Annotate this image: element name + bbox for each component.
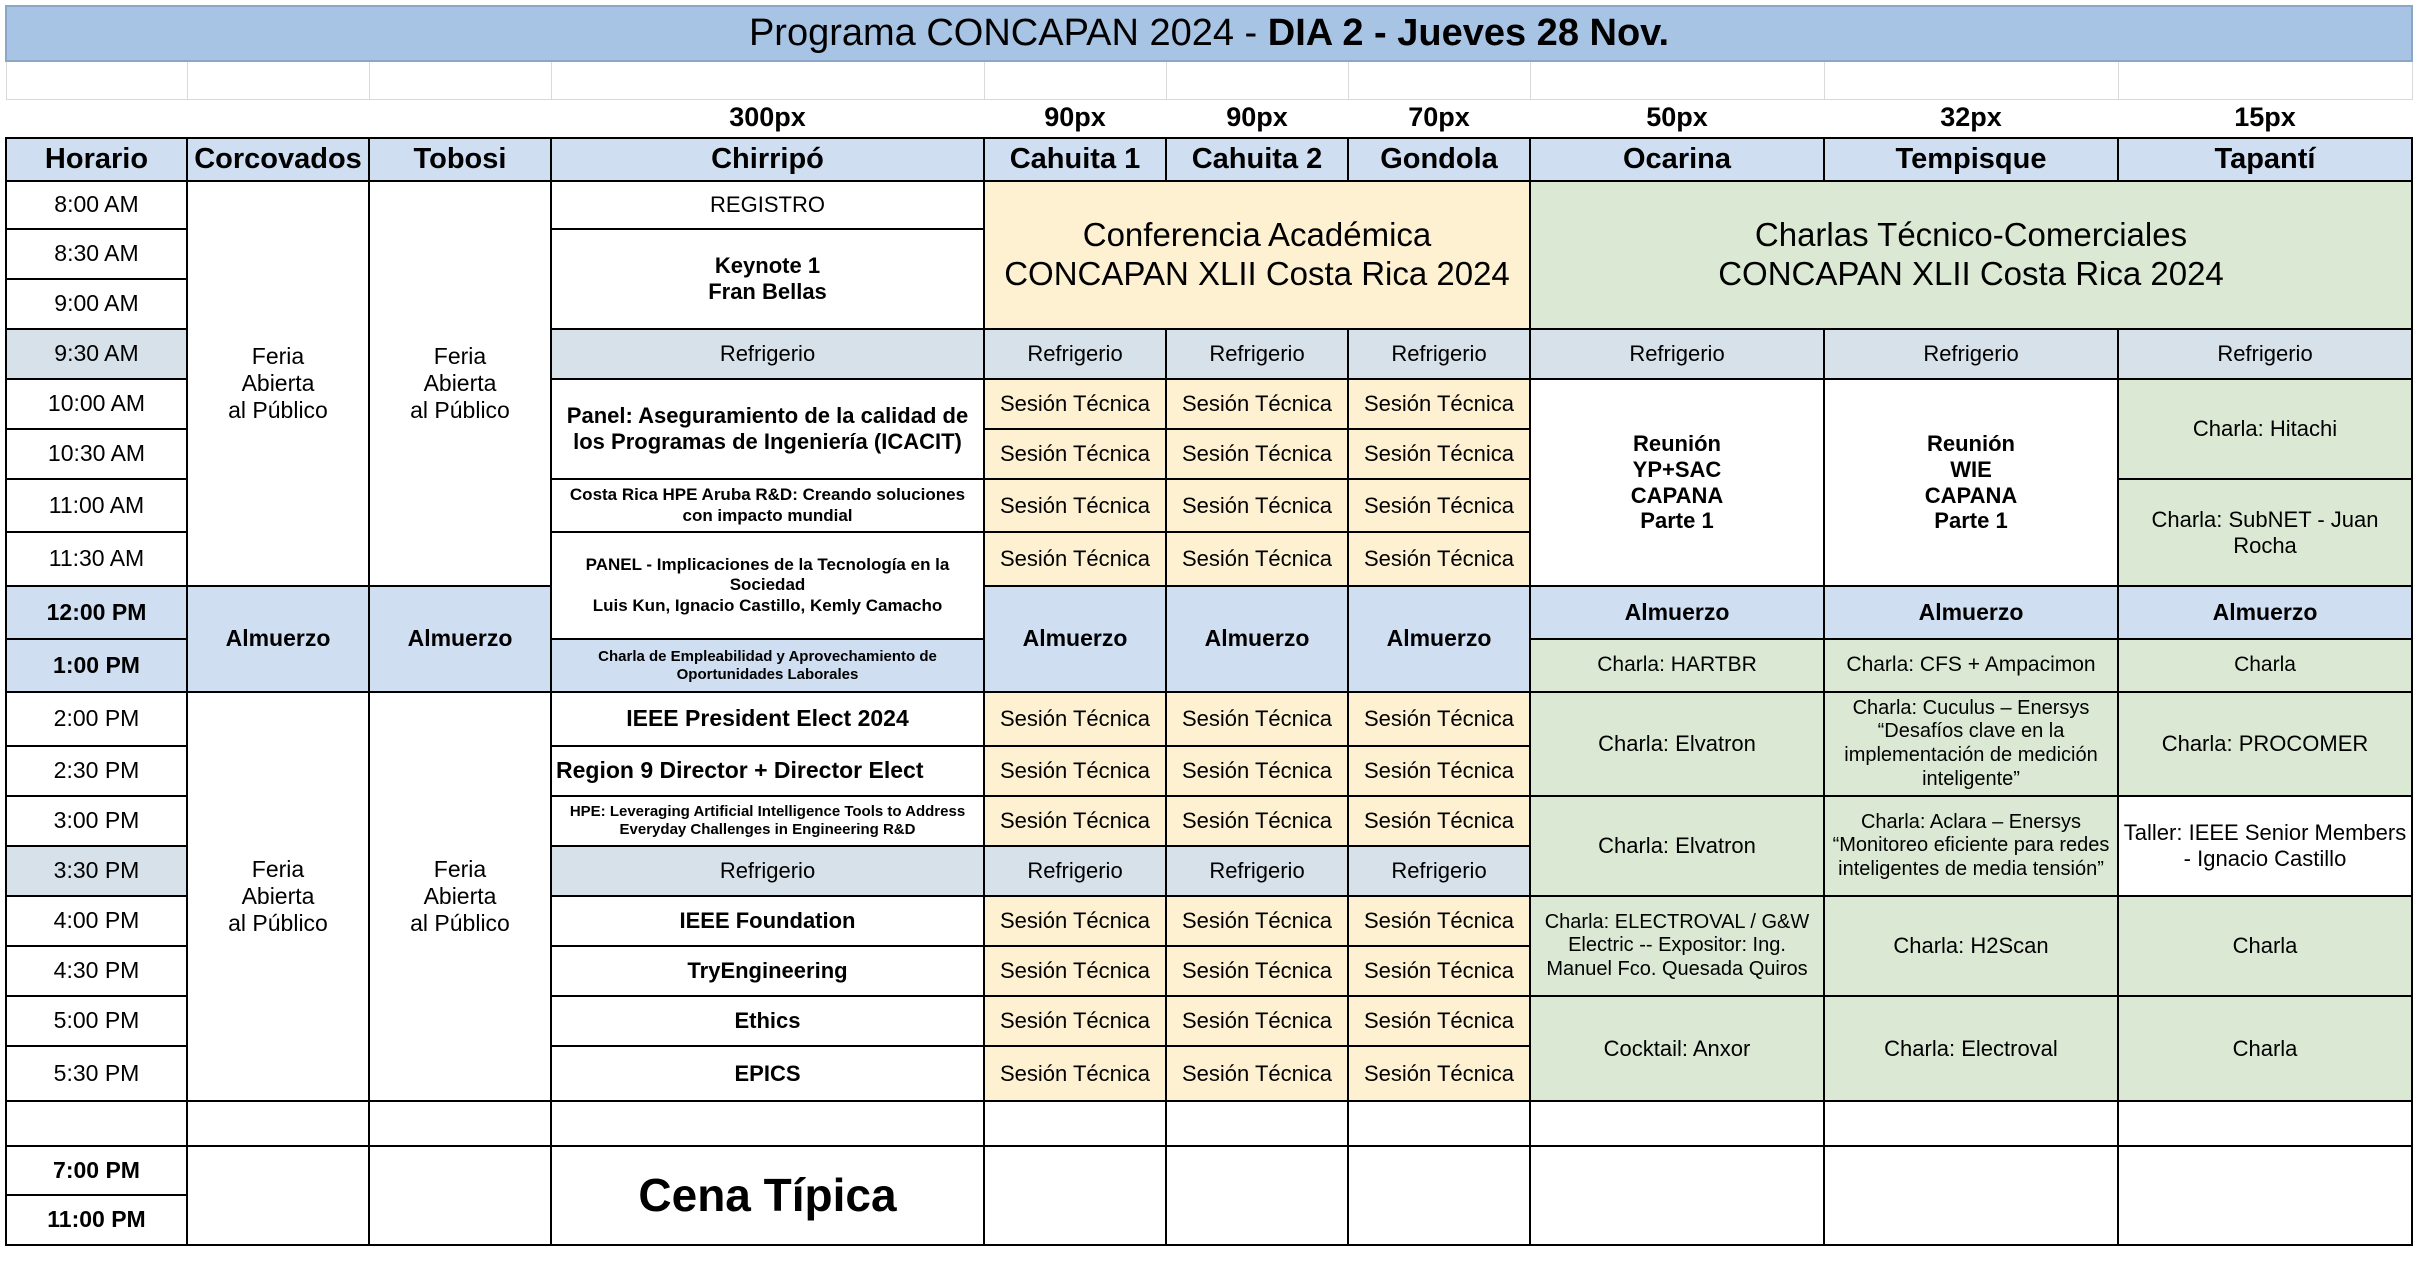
empty-cell[interactable]	[1348, 1146, 1530, 1245]
time-cell[interactable]: 9:30 AM	[6, 329, 187, 379]
gondola-sesion[interactable]: Sesión Técnica	[1348, 379, 1530, 429]
cahuita1-sesion[interactable]: Sesión Técnica	[984, 946, 1166, 996]
tempisque-reunion[interactable]: Reunión WIE CAPANA Parte 1	[1824, 379, 2118, 586]
header-gondola[interactable]: Gondola	[1348, 138, 1530, 181]
time-cell[interactable]: 11:30 AM	[6, 532, 187, 586]
width-label-ocarina: 50px	[1646, 102, 1708, 133]
gondola-sesion[interactable]: Sesión Técnica	[1348, 692, 1530, 746]
time-cell[interactable]: 5:00 PM	[6, 996, 187, 1046]
empty-cell[interactable]	[1824, 1146, 2118, 1245]
gondola-sesion[interactable]: Sesión Técnica	[1348, 996, 1530, 1046]
cahuita2-refrigerio[interactable]: Refrigerio	[1166, 329, 1348, 379]
width-label	[6, 99, 187, 138]
cahuita1-refrigerio[interactable]: Refrigerio	[984, 329, 1166, 379]
tempisque-refrigerio[interactable]: Refrigerio	[1824, 329, 2118, 379]
chirripo-keynote[interactable]: Keynote 1 Fran Bellas	[551, 229, 984, 329]
tapanti-taller[interactable]: Taller: IEEE Senior Members - Ignacio Castillo	[2118, 796, 2412, 896]
time-cell[interactable]: 4:00 PM	[6, 896, 187, 946]
time-cell[interactable]: 9:00 AM	[6, 279, 187, 329]
conferencia-academica[interactable]: Conferencia Académica CONCAPAN XLII Costa Rica 2024	[984, 181, 1530, 329]
corcovados-almuerzo[interactable]: Almuerzo	[187, 586, 369, 692]
header-tempisque[interactable]: Tempisque	[1824, 138, 2118, 181]
gondola-sesion[interactable]: Sesión Técnica	[1348, 429, 1530, 479]
empty-cell[interactable]	[1166, 1101, 1348, 1146]
cahuita2-almuerzo[interactable]: Almuerzo	[1166, 586, 1348, 692]
header-tobosi[interactable]: Tobosi	[369, 138, 551, 181]
gondola-almuerzo[interactable]: Almuerzo	[1348, 586, 1530, 692]
gondola-sesion[interactable]: Sesión Técnica	[1348, 1046, 1530, 1101]
cahuita1-sesion[interactable]: Sesión Técnica	[984, 532, 1166, 586]
empty-cell[interactable]	[187, 61, 369, 99]
empty-cell[interactable]	[984, 61, 1166, 99]
time-cell[interactable]: 5:30 PM	[6, 1046, 187, 1101]
gondola-refrigerio[interactable]: Refrigerio	[1348, 846, 1530, 896]
width-label-gondola: 70px	[1408, 102, 1470, 133]
cahuita2-sesion[interactable]: Sesión Técnica	[1166, 896, 1348, 946]
ocarina-hartbr[interactable]: Charla: HARTBR	[1530, 639, 1824, 692]
empty-cell[interactable]	[984, 1146, 1166, 1245]
time-cell[interactable]: 10:30 AM	[6, 429, 187, 479]
tempisque-aclara[interactable]: Charla: Aclara – Enersys “Monitoreo eficiente para redes inteligentes de media tensión”	[1824, 796, 2118, 896]
ocarina-electroval[interactable]: Charla: ELECTROVAL / G&W Electric -- Expositor: Ing. Manuel Fco. Quesada Quiros	[1530, 896, 1824, 996]
header-corcovados[interactable]: Corcovados	[187, 138, 369, 181]
cahuita1-sesion[interactable]: Sesión Técnica	[984, 1046, 1166, 1101]
header-cahuita1[interactable]: Cahuita 1	[984, 138, 1166, 181]
cahuita1-sesion[interactable]: Sesión Técnica	[984, 429, 1166, 479]
cahuita2-sesion[interactable]: Sesión Técnica	[1166, 796, 1348, 846]
header-tapanti[interactable]: Tapantí	[2118, 138, 2412, 181]
empty-cell[interactable]	[6, 1101, 187, 1146]
chirripo-empleabilidad[interactable]: Charla de Empleabilidad y Aprovechamiento de Oportunidades Laborales	[551, 639, 984, 692]
ocarina-cocktail[interactable]: Cocktail: Anxor	[1530, 996, 1824, 1101]
time-cell[interactable]: 2:30 PM	[6, 746, 187, 796]
tapanti-almuerzo[interactable]: Almuerzo	[2118, 586, 2412, 639]
chirripo-refrigerio[interactable]: Refrigerio	[551, 846, 984, 896]
cahuita2-sesion[interactable]: Sesión Técnica	[1166, 996, 1348, 1046]
tapanti-refrigerio[interactable]: Refrigerio	[2118, 329, 2412, 379]
time-cell[interactable]: 8:30 AM	[6, 229, 187, 279]
empty-cell[interactable]	[1166, 61, 1348, 99]
tempisque-cuculus[interactable]: Charla: Cuculus – Enersys “Desafíos clave en la implementación de medición inteligente”	[1824, 692, 2118, 796]
chirripo-foundation[interactable]: IEEE Foundation	[551, 896, 984, 946]
empty-cell[interactable]	[2118, 61, 2412, 99]
tobosi-feria-am[interactable]: Feria Abierta al Público	[369, 181, 551, 586]
width-label-tapanti: 15px	[2234, 102, 2296, 133]
cahuita2-sesion[interactable]: Sesión Técnica	[1166, 946, 1348, 996]
cahuita2-sesion[interactable]: Sesión Técnica	[1166, 479, 1348, 532]
header-ocarina[interactable]: Ocarina	[1530, 138, 1824, 181]
width-label-cahuita2: 90px	[1226, 102, 1288, 133]
cahuita2-sesion[interactable]: Sesión Técnica	[1166, 1046, 1348, 1101]
cahuita2-sesion[interactable]: Sesión Técnica	[1166, 429, 1348, 479]
ocarina-elvatron[interactable]: Charla: Elvatron	[1530, 796, 1824, 896]
chirripo-registro[interactable]: REGISTRO	[551, 181, 984, 229]
tempisque-electroval[interactable]: Charla: Electroval	[1824, 996, 2118, 1101]
time-cell[interactable]: 10:00 AM	[6, 379, 187, 429]
tapanti-hitachi[interactable]: Charla: Hitachi	[2118, 379, 2412, 479]
width-label-tempisque: 32px	[1940, 102, 2002, 133]
time-cell[interactable]: 2:00 PM	[6, 692, 187, 746]
gondola-sesion[interactable]: Sesión Técnica	[1348, 946, 1530, 996]
cahuita1-sesion[interactable]: Sesión Técnica	[984, 479, 1166, 532]
empty-cell[interactable]	[369, 1146, 551, 1245]
page-title: Programa CONCAPAN 2024 - DIA 2 - Jueves 28 Nov.	[6, 6, 2412, 61]
empty-cell[interactable]	[1824, 1101, 2118, 1146]
time-cell[interactable]: 11:00 AM	[6, 479, 187, 532]
cahuita1-sesion[interactable]: Sesión Técnica	[984, 896, 1166, 946]
gondola-sesion[interactable]: Sesión Técnica	[1348, 746, 1530, 796]
schedule-grid	[5, 5, 2413, 1246]
corcovados-feria-pm[interactable]: Feria Abierta al Público	[187, 692, 369, 1101]
tobosi-almuerzo[interactable]: Almuerzo	[369, 586, 551, 692]
cahuita2-sesion[interactable]: Sesión Técnica	[1166, 692, 1348, 746]
cahuita2-sesion[interactable]: Sesión Técnica	[1166, 746, 1348, 796]
cahuita1-sesion[interactable]: Sesión Técnica	[984, 379, 1166, 429]
cahuita2-sesion[interactable]: Sesión Técnica	[1166, 379, 1348, 429]
ocarina-almuerzo[interactable]: Almuerzo	[1530, 586, 1824, 639]
empty-cell[interactable]	[1530, 1146, 1824, 1245]
empty-cell[interactable]	[551, 1101, 984, 1146]
chirripo-president-elect[interactable]: IEEE President Elect 2024	[551, 692, 984, 746]
width-label	[187, 99, 369, 138]
charlas-tecnico-comerciales[interactable]: Charlas Técnico-Comerciales CONCAPAN XLII Costa Rica 2024	[1530, 181, 2412, 329]
width-label	[369, 99, 551, 138]
cahuita1-almuerzo[interactable]: Almuerzo	[984, 586, 1166, 692]
tempisque-h2scan[interactable]: Charla: H2Scan	[1824, 896, 2118, 996]
tapanti-subnet[interactable]: Charla: SubNET - Juan Rocha	[2118, 479, 2412, 586]
empty-cell[interactable]	[551, 61, 984, 99]
time-cell[interactable]: 4:30 PM	[6, 946, 187, 996]
time-cell[interactable]: 1:00 PM	[6, 639, 187, 692]
empty-cell[interactable]	[369, 1101, 551, 1146]
time-cell[interactable]: 12:00 PM	[6, 586, 187, 639]
empty-cell[interactable]	[1348, 1101, 1530, 1146]
empty-cell[interactable]	[2118, 1101, 2412, 1146]
ocarina-elvatron[interactable]: Charla: Elvatron	[1530, 692, 1824, 796]
tobosi-feria-pm[interactable]: Feria Abierta al Público	[369, 692, 551, 1101]
cahuita1-refrigerio[interactable]: Refrigerio	[984, 846, 1166, 896]
gondola-sesion[interactable]: Sesión Técnica	[1348, 479, 1530, 532]
tapanti-charla[interactable]: Charla	[2118, 996, 2412, 1101]
empty-cell[interactable]	[187, 1101, 369, 1146]
corcovados-feria-am[interactable]: Feria Abierta al Público	[187, 181, 369, 586]
chirripo-ethics[interactable]: Ethics	[551, 996, 984, 1046]
gondola-sesion[interactable]: Sesión Técnica	[1348, 532, 1530, 586]
cahuita1-sesion[interactable]: Sesión Técnica	[984, 692, 1166, 746]
tapanti-charla[interactable]: Charla	[2118, 639, 2412, 692]
chirripo-panel-tecnologia[interactable]: PANEL - Implicaciones de la Tecnología en la Sociedad Luis Kun, Ignacio Castillo, Kemly Camacho	[551, 532, 984, 639]
empty-cell[interactable]	[1348, 61, 1530, 99]
chirripo-epics[interactable]: EPICS	[551, 1046, 984, 1101]
empty-cell[interactable]	[1530, 61, 1824, 99]
empty-cell[interactable]	[369, 61, 551, 99]
time-cell[interactable]: 7:00 PM	[6, 1146, 187, 1195]
header-chirripo[interactable]: Chirripó	[551, 138, 984, 181]
cahuita1-sesion[interactable]: Sesión Técnica	[984, 796, 1166, 846]
empty-cell[interactable]	[1166, 1146, 1348, 1245]
empty-cell[interactable]	[1530, 1101, 1824, 1146]
gondola-sesion[interactable]: Sesión Técnica	[1348, 896, 1530, 946]
chirripo-cena-tipica[interactable]: Cena Típica	[551, 1146, 984, 1245]
cahuita2-sesion[interactable]: Sesión Técnica	[1166, 532, 1348, 586]
empty-cell[interactable]	[6, 61, 187, 99]
chirripo-panel-icacit[interactable]: Panel: Aseguramiento de la calidad de los Programas de Ingeniería (ICACIT)	[551, 379, 984, 479]
tapanti-charla[interactable]: Charla	[2118, 896, 2412, 996]
tempisque-cfs[interactable]: Charla: CFS + Ampacimon	[1824, 639, 2118, 692]
tempisque-almuerzo[interactable]: Almuerzo	[1824, 586, 2118, 639]
chirripo-refrigerio[interactable]: Refrigerio	[551, 329, 984, 379]
time-cell[interactable]: 3:00 PM	[6, 796, 187, 846]
cahuita1-sesion[interactable]: Sesión Técnica	[984, 746, 1166, 796]
time-cell[interactable]: 3:30 PM	[6, 846, 187, 896]
time-cell[interactable]: 11:00 PM	[6, 1195, 187, 1245]
chirripo-hpe-aruba[interactable]: Costa Rica HPE Aruba R&D: Creando soluciones con impacto mundial	[551, 479, 984, 532]
chirripo-hpe-ai[interactable]: HPE: Leveraging Artificial Intelligence Tools to Address Everyday Challenges in Engineering R&D	[551, 796, 984, 846]
cahuita2-refrigerio[interactable]: Refrigerio	[1166, 846, 1348, 896]
header-horario[interactable]: Horario	[6, 138, 187, 181]
gondola-sesion[interactable]: Sesión Técnica	[1348, 796, 1530, 846]
ocarina-refrigerio[interactable]: Refrigerio	[1530, 329, 1824, 379]
tapanti-procomer[interactable]: Charla: PROCOMER	[2118, 692, 2412, 796]
time-cell[interactable]: 8:00 AM	[6, 181, 187, 229]
width-label-cahuita1: 90px	[1044, 102, 1106, 133]
header-cahuita2[interactable]: Cahuita 2	[1166, 138, 1348, 181]
empty-cell[interactable]	[2118, 1146, 2412, 1245]
empty-cell[interactable]	[187, 1146, 369, 1245]
chirripo-tryengineering[interactable]: TryEngineering	[551, 946, 984, 996]
empty-cell[interactable]	[984, 1101, 1166, 1146]
empty-cell[interactable]	[1824, 61, 2118, 99]
width-label-chirripo: 300px	[729, 102, 806, 133]
ocarina-reunion[interactable]: Reunión YP+SAC CAPANA Parte 1	[1530, 379, 1824, 586]
chirripo-region9[interactable]: Region 9 Director + Director Elect	[551, 746, 984, 796]
gondola-refrigerio[interactable]: Refrigerio	[1348, 329, 1530, 379]
cahuita1-sesion[interactable]: Sesión Técnica	[984, 996, 1166, 1046]
